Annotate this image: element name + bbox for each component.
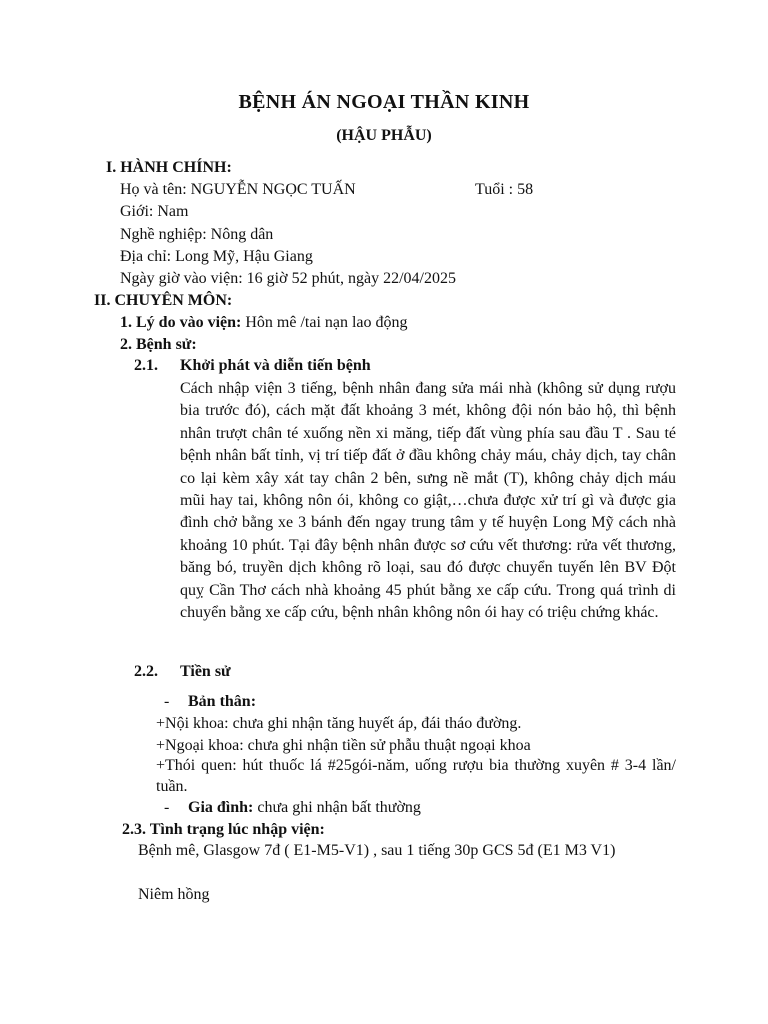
patient-gender: Giới: Nam [120,203,189,220]
subsection-2-3-heading: 2.3. Tình trạng lúc nhập viện: [122,821,325,838]
bullet-dash: - [164,799,170,816]
document-title: BỆNH ÁN NGOẠI THẦN KINH [238,91,530,113]
internal-medicine-history: +Nội khoa: chưa ghi nhận tăng huyết áp, đái tháo đường. [156,715,522,732]
section-2-heading: II. CHUYÊN MÔN: [94,292,233,309]
patient-name-label: Họ và tên: [120,181,191,198]
family-history-label: Gia đình: [188,799,258,816]
subsection-2-2-title: Tiền sử [180,663,231,680]
patient-occupation: Nghề nghiệp: Nông dân [120,226,274,243]
personal-history-label: Bản thân: [188,693,257,710]
history-heading: 2. Bệnh sử: [120,336,197,353]
section-1-heading: I. HÀNH CHÍNH: [106,159,232,176]
admission-reason-line [120,313,408,333]
patient-name-line [120,180,356,200]
subsection-2-2-number: 2.2. [134,663,158,680]
family-history-value: chưa ghi nhận bất thường [257,799,421,816]
admission-time: Ngày giờ vào viện: 16 giờ 52 phút, ngày 22/04/2025 [120,270,456,287]
patient-age-line [475,180,533,200]
subsection-2-1-number: 2.1. [134,357,158,374]
patient-age-label: Tuổi : [475,181,518,198]
habits-history: +Thói quen: hút thuốc lá #25gói-năm, uống rượu bia thường xuyên # 3-4 lần/ tuần. [156,757,676,795]
admission-reason-label: 1. Lý do vào viện: [120,314,246,331]
admission-status-glasgow: Bệnh mê, Glasgow 7đ ( E1-M5-V1) , sau 1 tiếng 30p GCS 5đ (E1 M3 V1) [138,842,616,859]
bullet-dash: - [164,693,170,710]
disease-history-paragraph: Cách nhập viện 3 tiếng, bệnh nhân đang sửa mái nhà (không sử dụng rượu bia trước đó), cách mặt đất khoảng 3 mét, không đội nón bảo hộ, thì bệnh nhân trượt chân té xuống nền xi măng, tiếp đất vùng phía sau đầu T . Sau té bệnh nhân bất tỉnh, vị trí tiếp đất ở đầu không chảy máu, chảy dịch, tay chân co lại kèm xây xát tay chân 2 bên, sưng nề mắt (T), không chảy dịch máu mũi hay tai, không nôn ói, không co giật,…chưa được xử trí gì và được gia đình chở bằng xe 3 bánh đến ngay trung tâm y tế huyện Long Mỹ cách nhà khoảng 10 phút. Tại đây bệnh nhân được sơ cứu vết thương: rửa vết thương, băng bó, truyền dịch không rõ loại, sau đó được chuyển tuyến lên BV Đột quỵ Cần Thơ cách nhà khoảng 45 phút bằng xe cấp cứu. Trong quá trình di chuyển bằng xe cấp cứu, bệnh nhân không nôn ói hay có triệu chứng khác. [180,380,676,622]
surgical-history: +Ngoại khoa: chưa ghi nhận tiền sử phẫu thuật ngoại khoa [156,737,531,754]
patient-age-value: 58 [517,181,534,198]
admission-reason-value: Hôn mê /tai nạn lao động [245,314,408,331]
patient-address: Địa chỉ: Long Mỹ, Hậu Giang [120,248,313,265]
patient-name-value: NGUYỄN NGỌC TUẤN [190,181,356,198]
document-subtitle: (HẬU PHẪU) [336,127,432,144]
admission-status-mucosa: Niêm hồng [138,886,210,903]
subsection-2-1-title: Khởi phát và diễn tiến bệnh [180,357,371,374]
family-history-line [188,798,421,818]
